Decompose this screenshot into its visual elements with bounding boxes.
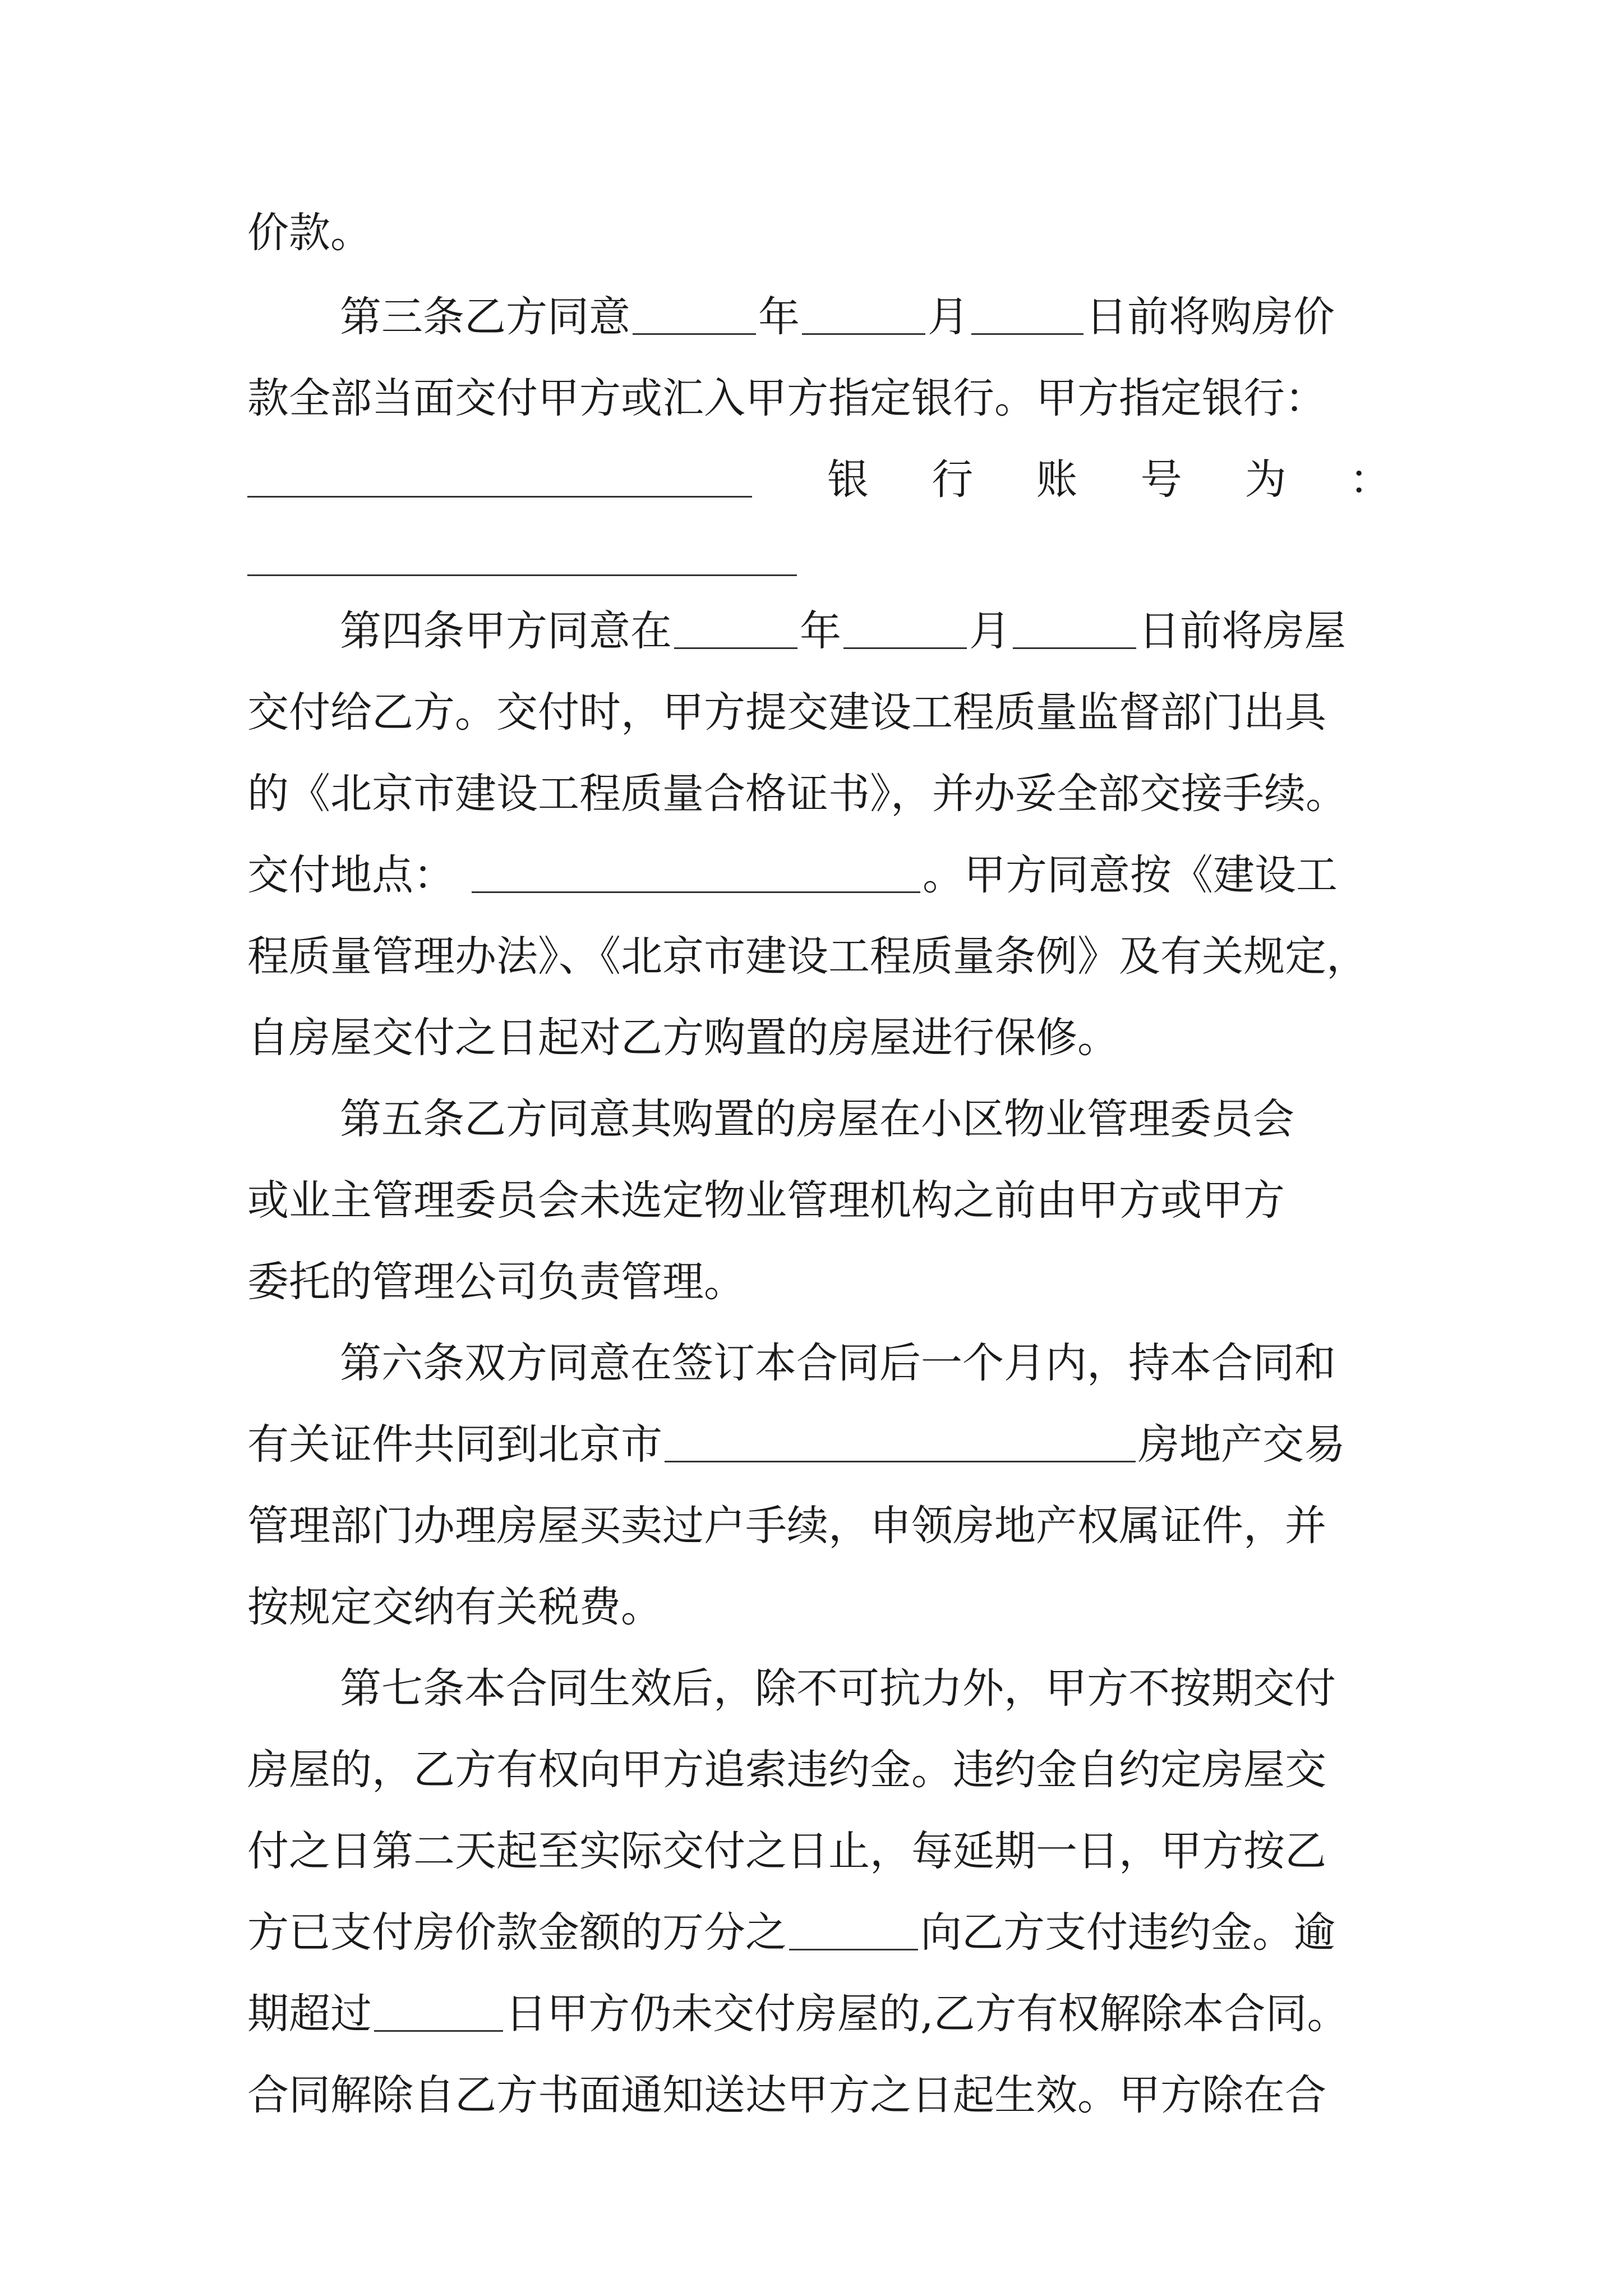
district-blank [665, 1427, 1136, 1462]
fill-in-blank [633, 300, 756, 335]
paragraph-text: 第七条本合同生效后，除不可抗力外，甲方不按期交付 [340, 1664, 1336, 1713]
paragraph-text: 月 [969, 607, 1011, 655]
text-line [340, 1649, 1391, 1728]
text-line [247, 836, 1391, 914]
text-line [247, 1405, 1391, 1484]
paragraph-text: 第四条甲方同意在 [340, 607, 672, 655]
paragraph-text: 价款。 [247, 209, 372, 257]
text-line [247, 519, 1391, 597]
paragraph-text: 月 [928, 293, 969, 341]
paragraph-text: 或业主管理委员会未选定物业管理机构之前由甲方或甲方 [247, 1176, 1285, 1225]
text-line [340, 278, 1391, 356]
text-line [247, 1975, 1391, 2053]
paragraph-text: 向乙方支付违约金。逾 [920, 1908, 1335, 1957]
text-line [247, 359, 1391, 438]
text-line [247, 1243, 1391, 1321]
paragraph-text: 程质量管理办法》、《北京市建设工程质量条例》及有关规定， [247, 932, 1368, 981]
paragraph-text: 管理部门办理房屋买卖过户手续，申领房地产权属证件，并 [247, 1502, 1326, 1550]
fill-in-blank [971, 300, 1083, 335]
paragraph-text: 的《北京市建设工程质量合格证书》，并办妥全部交接手续。 [247, 770, 1347, 818]
overdue-days-blank [374, 1996, 503, 2032]
text-line [340, 1080, 1391, 1158]
paragraph-text: 年 [758, 293, 800, 341]
text-line [247, 1731, 1391, 1809]
paragraph-text: 委托的管理公司负责管理。 [247, 1258, 745, 1306]
paragraph-text: 自房屋交付之日起对乙方购置的房屋进行保修。 [247, 1014, 1119, 1062]
text-line [340, 1324, 1391, 1402]
paragraph-text: 第三条乙方同意 [340, 293, 630, 341]
fill-in-blank [674, 614, 797, 649]
paragraph-text: 第五条乙方同意其购置的房屋在小区物业管理委员会 [340, 1095, 1294, 1143]
text-line [340, 592, 1391, 670]
text-line [247, 440, 1391, 519]
paragraph-text: 交付给乙方。交付时，甲方提交建设工程质量监督部门出具 [247, 688, 1326, 737]
bank-account-blank [247, 541, 797, 576]
text-line [247, 1893, 1391, 1972]
paragraph-text: 日前将房屋 [1138, 607, 1346, 655]
text-line [247, 1487, 1391, 1565]
paragraph-text: 期超过 [247, 1990, 372, 2038]
paragraph-text: 付之日第二天起至实际交付之日止，每延期一日，甲方按乙 [247, 1827, 1326, 1875]
paragraph-text: 合同解除自乙方书面通知送达甲方之日起生效。甲方除在合 [247, 2071, 1326, 2119]
penalty-rate-blank [789, 1915, 918, 1950]
paragraph-text: 日前将购房价 [1086, 293, 1335, 341]
fill-in-blank [843, 614, 967, 649]
paragraph-text: 。甲方同意按《建设工 [923, 851, 1338, 899]
paragraph-text: 方已支付房价款金额的万分之 [247, 1908, 787, 1957]
bank-account-label: 银 行 账 号 为 ： [827, 455, 1391, 504]
text-line [247, 1161, 1391, 1240]
text-line [247, 194, 1391, 272]
fill-in-blank [1013, 614, 1136, 649]
paragraph-text: 房屋的，乙方有权向甲方追索违约金。违约金自约定房屋交 [247, 1746, 1326, 1794]
fill-in-blank [802, 300, 925, 335]
text-line [247, 673, 1391, 752]
paragraph-text: 年 [800, 607, 841, 655]
text-line [247, 917, 1391, 996]
text-line [247, 1812, 1391, 1890]
paragraph-text: 第六条双方同意在签订本合同后一个月内，持本合同和 [340, 1339, 1336, 1387]
delivery-location-blank [472, 858, 920, 893]
text-line [247, 754, 1391, 833]
text-line [247, 2056, 1391, 2134]
bank-name-blank [247, 462, 752, 498]
paragraph-text: 房地产交易 [1138, 1420, 1345, 1469]
text-line [247, 999, 1391, 1077]
text-line [247, 1568, 1391, 1646]
paragraph-text: 款全部当面交付甲方或汇入甲方指定银行。甲方指定银行： [247, 374, 1326, 422]
paragraph-text: 日甲方仍未交付房屋的,乙方有权解除本合同。 [505, 1990, 1349, 2038]
paragraph-text: 交付地点： [247, 851, 455, 899]
paragraph-text: 有关证件共同到北京市 [247, 1420, 662, 1469]
paragraph-text: 按规定交纳有关税费。 [247, 1583, 662, 1631]
